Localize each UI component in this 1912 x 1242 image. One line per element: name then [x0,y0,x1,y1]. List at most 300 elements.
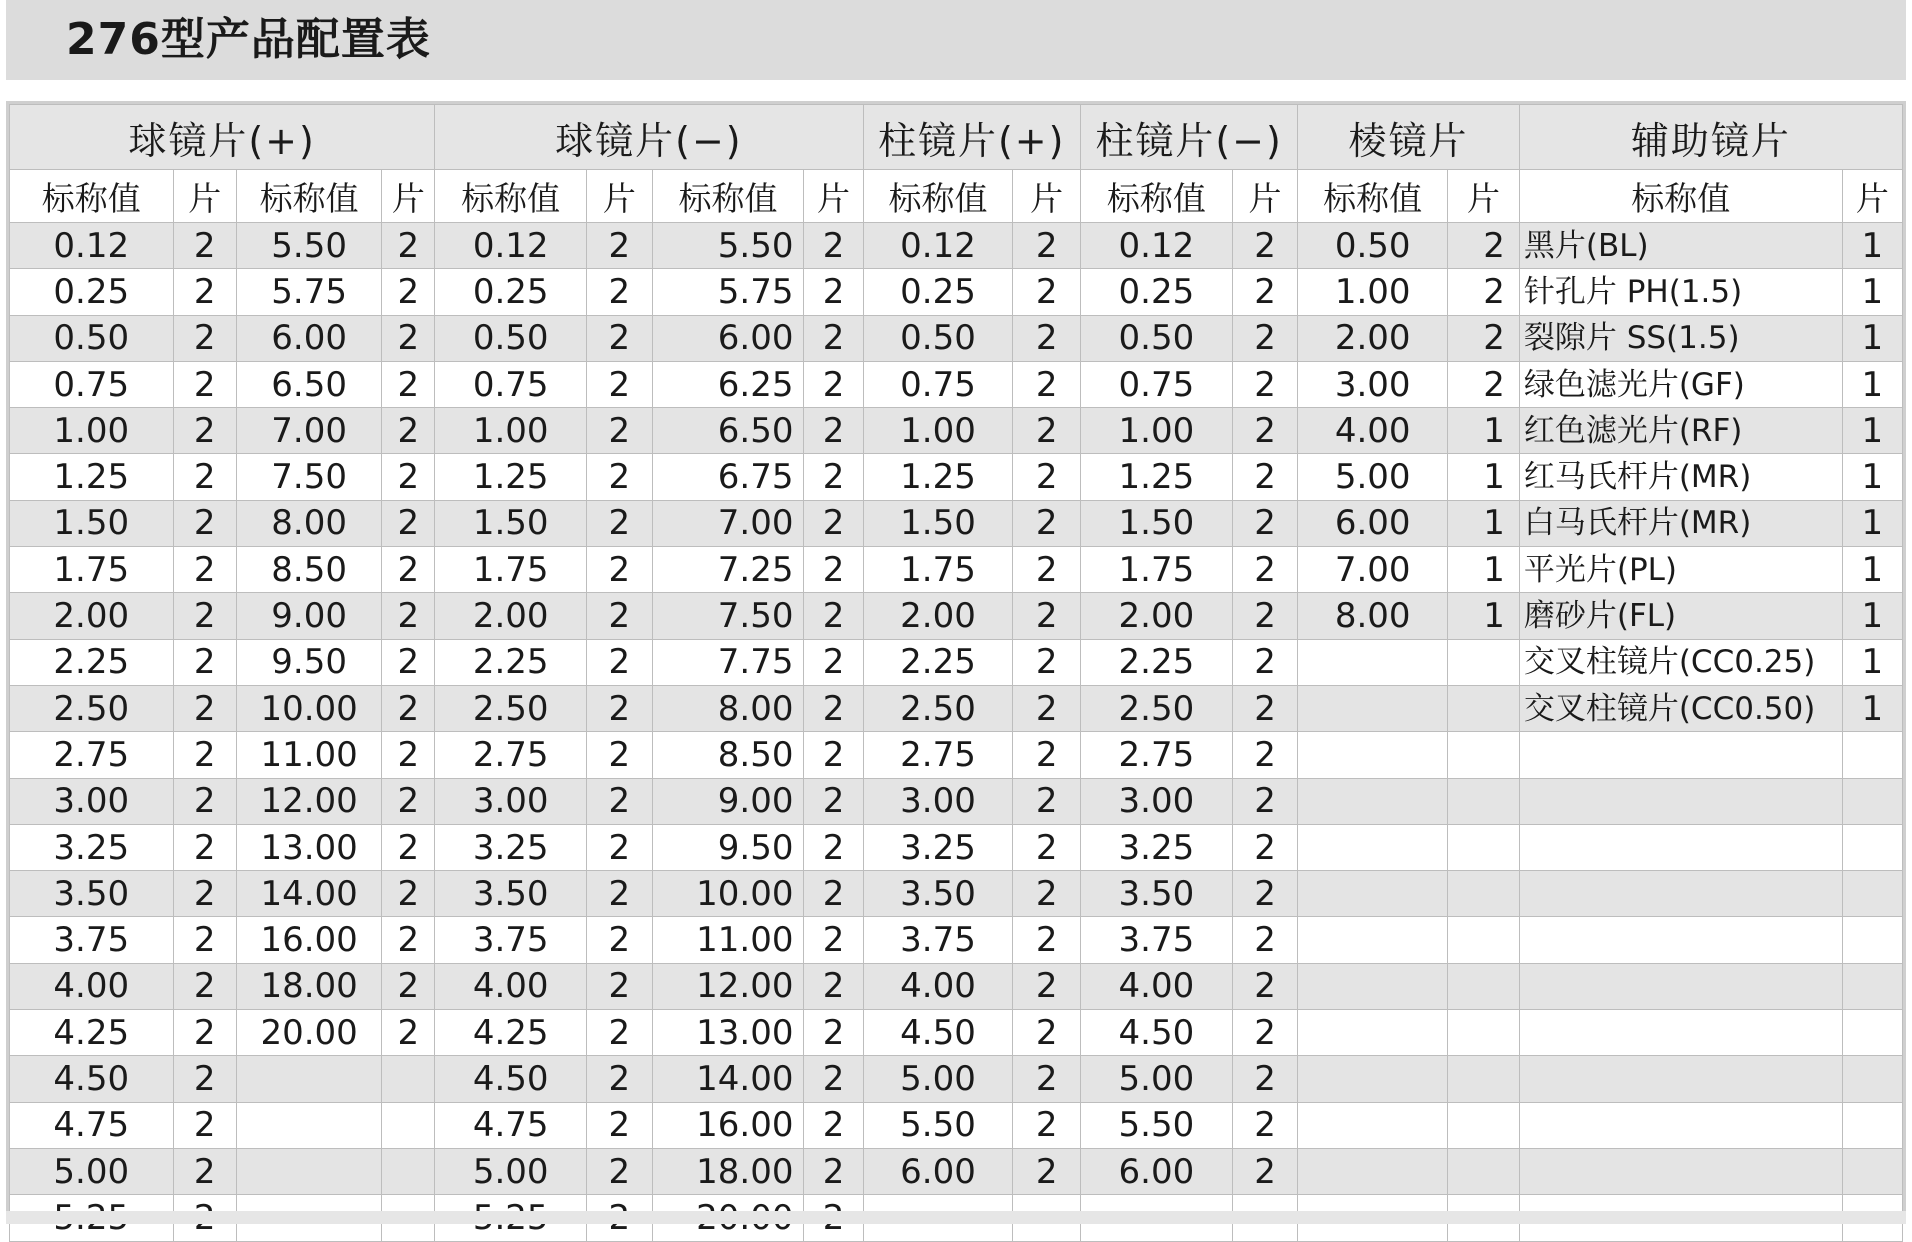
table-cell: 2 [1013,639,1081,685]
table-cell [1448,824,1520,870]
table-row [10,361,1903,407]
column-header-nominal: 标称值 [652,170,804,223]
table-cell [1298,778,1448,824]
table-cell: 6.00 [863,1148,1013,1194]
table-cell [1842,871,1902,917]
table-cell: 2 [1013,1010,1081,1056]
table-cell: 2 [173,361,236,407]
table-cell: 2 [382,1010,435,1056]
table-cell: 1.50 [1080,500,1232,546]
table-cell: 8.50 [652,732,804,778]
table-cell: 2.25 [435,639,587,685]
table-cell: 0.25 [1080,269,1232,315]
table-cell: 1 [1842,500,1902,546]
table-cell: 1 [1842,361,1902,407]
table-cell: 1 [1842,685,1902,731]
table-cell: 2 [1013,778,1081,824]
table-cell: 8.00 [1298,593,1448,639]
table-cell [1298,1148,1448,1194]
table-cell [1448,685,1520,731]
table-cell: 2 [382,361,435,407]
table-cell: 2.00 [10,593,174,639]
config-table [9,104,1903,1242]
table-cell: 2 [173,454,236,500]
table-cell: 2 [1232,223,1297,269]
table-cell: 2.50 [1080,685,1232,731]
table-cell: 2.00 [863,593,1013,639]
table-cell: 2 [804,778,863,824]
table-cell: 0.75 [1080,361,1232,407]
table-row [10,454,1903,500]
table-cell: 2 [587,361,652,407]
table-cell: 4.25 [435,1010,587,1056]
table-cell: 12.00 [236,778,382,824]
table-cell [236,1056,382,1102]
table-cell [1448,1148,1520,1194]
table-cell: 1.25 [10,454,174,500]
table-cell: 3.00 [435,778,587,824]
table-cell [1519,778,1842,824]
table-cell: 4.75 [435,1102,587,1148]
table-cell: 2 [804,871,863,917]
table-cell: 1.50 [10,500,174,546]
table-cell: 1.00 [1080,408,1232,454]
table-cell: 2 [1448,315,1520,361]
table-cell [1448,778,1520,824]
table-cell: 20.00 [236,1010,382,1056]
table-cell: 7.25 [652,547,804,593]
table-cell: 5.00 [1298,454,1448,500]
table-cell: 4.00 [863,963,1013,1009]
table-cell: 2 [804,1010,863,1056]
table-cell [1519,1148,1842,1194]
table-cell: 2 [382,778,435,824]
table-cell: 2 [587,1148,652,1194]
table-cell: 7.00 [236,408,382,454]
table-cell: 14.00 [236,871,382,917]
table-cell: 6.00 [1298,500,1448,546]
table-cell: 5.50 [863,1102,1013,1148]
table-row [10,1056,1903,1102]
table-cell: 9.50 [236,639,382,685]
table-cell: 针孔片 PH(1.5) [1519,269,1842,315]
table-cell: 2 [1232,778,1297,824]
table-cell: 0.25 [863,269,1013,315]
column-header-count: 片 [1842,170,1902,223]
table-row [10,639,1903,685]
table-cell [1842,1148,1902,1194]
table-cell: 6.25 [652,361,804,407]
table-cell: 6.50 [236,361,382,407]
table-cell: 2 [382,500,435,546]
table-cell: 2 [587,1102,652,1148]
table-cell: 16.00 [236,917,382,963]
table-cell: 2 [804,824,863,870]
table-cell: 2 [173,639,236,685]
table-cell: 2 [173,1056,236,1102]
table-cell: 8.00 [652,685,804,731]
table-cell [382,1102,435,1148]
column-header-nominal: 标称值 [1080,170,1232,223]
table-cell: 3.25 [1080,824,1232,870]
table-cell: 2 [382,824,435,870]
table-cell: 3.00 [1298,361,1448,407]
table-cell: 2 [1232,1010,1297,1056]
table-cell: 1 [1842,223,1902,269]
group-header: 柱镜片(−) [1080,105,1297,170]
table-cell [1448,963,1520,1009]
table-cell: 7.00 [652,500,804,546]
table-cell: 5.00 [863,1056,1013,1102]
column-header-count: 片 [1013,170,1081,223]
table-cell: 18.00 [236,963,382,1009]
table-cell: 2 [804,917,863,963]
table-cell: 4.50 [1080,1010,1232,1056]
table-cell: 裂隙片 SS(1.5) [1519,315,1842,361]
column-header-nominal: 标称值 [10,170,174,223]
table-cell: 2 [804,361,863,407]
config-table-wrapper [6,101,1906,1211]
table-row [10,917,1903,963]
table-cell: 2 [804,454,863,500]
table-cell: 2 [382,315,435,361]
table-cell: 0.50 [1080,315,1232,361]
table-cell: 2 [382,269,435,315]
table-cell: 2 [1013,1056,1081,1102]
table-cell: 0.75 [863,361,1013,407]
table-cell: 1 [1842,547,1902,593]
table-cell: 4.00 [1080,963,1232,1009]
table-cell: 2 [587,547,652,593]
table-cell: 2.75 [1080,732,1232,778]
table-cell: 2 [1013,963,1081,1009]
table-cell: 2 [1013,408,1081,454]
table-cell: 4.75 [10,1102,174,1148]
table-cell: 10.00 [652,871,804,917]
table-cell: 1.75 [863,547,1013,593]
table-cell: 2 [587,269,652,315]
table-cell: 红色滤光片(RF) [1519,408,1842,454]
table-row [10,1148,1903,1194]
table-cell: 1 [1842,639,1902,685]
table-cell: 1.75 [10,547,174,593]
table-cell: 2 [1013,824,1081,870]
table-cell: 2 [382,639,435,685]
table-cell: 1 [1448,454,1520,500]
table-cell: 黑片(BL) [1519,223,1842,269]
table-cell: 0.50 [10,315,174,361]
table-cell: 7.00 [1298,547,1448,593]
table-cell [1448,871,1520,917]
table-cell: 4.25 [10,1010,174,1056]
table-cell [1298,1010,1448,1056]
table-cell: 2 [1013,732,1081,778]
table-cell [1448,1010,1520,1056]
table-cell: 2 [1013,315,1081,361]
table-cell: 4.00 [1298,408,1448,454]
table-cell: 1 [1448,593,1520,639]
table-cell: 2 [173,778,236,824]
table-cell: 2 [382,454,435,500]
table-cell [1519,963,1842,1009]
table-cell: 2 [1013,547,1081,593]
table-cell: 2 [804,315,863,361]
table-cell: 2 [173,824,236,870]
table-cell: 2 [587,500,652,546]
table-cell: 2 [1232,1102,1297,1148]
table-cell: 1.00 [10,408,174,454]
table-cell: 1 [1842,593,1902,639]
table-cell: 2.25 [10,639,174,685]
table-cell: 2.50 [10,685,174,731]
column-header-count: 片 [382,170,435,223]
table-cell: 6.00 [652,315,804,361]
table-cell: 7.50 [236,454,382,500]
table-cell [1298,963,1448,1009]
table-cell: 2 [1013,454,1081,500]
table-cell: 2 [1232,963,1297,1009]
table-cell: 9.00 [652,778,804,824]
table-cell: 4.50 [435,1056,587,1102]
column-header-nominal: 标称值 [1519,170,1842,223]
table-cell: 3.25 [435,824,587,870]
table-cell: 6.75 [652,454,804,500]
column-header-nominal: 标称值 [236,170,382,223]
table-cell: 2 [382,871,435,917]
page-title: 276型产品配置表 [66,14,431,65]
table-cell: 2 [804,408,863,454]
table-cell: 16.00 [652,1102,804,1148]
group-header-row [10,105,1903,170]
group-header: 棱镜片 [1298,105,1520,170]
table-cell: 0.75 [10,361,174,407]
table-cell [1519,824,1842,870]
table-cell: 0.12 [863,223,1013,269]
table-cell: 1.75 [1080,547,1232,593]
column-header-count: 片 [1448,170,1520,223]
table-cell: 5.00 [435,1148,587,1194]
table-cell [1298,871,1448,917]
table-cell: 2 [587,315,652,361]
table-cell: 2 [587,454,652,500]
table-cell: 2 [1232,917,1297,963]
table-cell: 2 [587,685,652,731]
table-cell: 3.00 [863,778,1013,824]
table-row [10,500,1903,546]
table-cell [1842,732,1902,778]
table-cell: 2.25 [1080,639,1232,685]
table-cell [382,1056,435,1102]
table-cell: 3.00 [10,778,174,824]
table-cell: 0.50 [863,315,1013,361]
bottom-strip [6,1211,1906,1224]
table-cell: 2.50 [863,685,1013,731]
table-cell: 2 [587,824,652,870]
table-cell: 2 [1232,871,1297,917]
table-cell: 1.75 [435,547,587,593]
table-cell: 2 [1013,917,1081,963]
table-cell: 2 [1448,223,1520,269]
table-cell: 2 [173,1010,236,1056]
table-row [10,732,1903,778]
table-cell: 5.00 [10,1148,174,1194]
table-cell: 0.12 [1080,223,1232,269]
table-cell: 2 [1232,824,1297,870]
table-row [10,408,1903,454]
table-cell: 9.50 [652,824,804,870]
table-cell: 2.00 [435,593,587,639]
table-cell [236,1148,382,1194]
table-cell [1298,917,1448,963]
table-row [10,778,1903,824]
table-cell: 1.00 [863,408,1013,454]
table-cell: 2 [173,593,236,639]
column-header-count: 片 [173,170,236,223]
table-cell [382,1148,435,1194]
table-cell: 2 [173,500,236,546]
table-cell: 5.50 [652,223,804,269]
table-cell [1842,1056,1902,1102]
column-header-count: 片 [1232,170,1297,223]
table-cell: 2 [1232,547,1297,593]
table-cell: 2 [173,315,236,361]
table-cell: 2 [804,639,863,685]
table-cell: 12.00 [652,963,804,1009]
table-row [10,1010,1903,1056]
table-cell [1298,732,1448,778]
table-cell: 1.50 [863,500,1013,546]
table-cell [1448,917,1520,963]
table-cell: 平光片(PL) [1519,547,1842,593]
table-cell [1519,1056,1842,1102]
table-cell: 3.75 [435,917,587,963]
table-cell: 2 [1013,1102,1081,1148]
column-header-count: 片 [804,170,863,223]
table-cell: 4.00 [10,963,174,1009]
table-row [10,1102,1903,1148]
table-row [10,269,1903,315]
table-cell [1298,639,1448,685]
table-row [10,547,1903,593]
table-cell [1519,732,1842,778]
table-cell: 2 [587,1056,652,1102]
table-cell: 3.50 [863,871,1013,917]
table-cell: 2 [1232,732,1297,778]
table-cell: 2 [1232,361,1297,407]
table-cell: 2 [1013,1148,1081,1194]
table-cell: 3.50 [1080,871,1232,917]
table-cell: 2 [587,778,652,824]
table-cell: 2 [382,685,435,731]
table-cell: 2 [1232,639,1297,685]
table-cell: 2 [1448,269,1520,315]
table-cell [236,1102,382,1148]
table-cell: 红马氏杆片(MR) [1519,454,1842,500]
table-cell: 4.50 [863,1010,1013,1056]
column-header-nominal: 标称值 [435,170,587,223]
table-cell: 2 [173,963,236,1009]
table-cell: 2 [382,408,435,454]
table-cell [1842,824,1902,870]
table-row [10,824,1903,870]
table-cell: 2 [804,1102,863,1148]
table-cell: 2 [173,732,236,778]
table-cell: 2 [173,685,236,731]
table-cell: 2 [1232,593,1297,639]
table-cell [1298,1056,1448,1102]
table-cell: 1 [1842,269,1902,315]
table-cell: 6.00 [1080,1148,1232,1194]
table-cell [1519,1102,1842,1148]
table-cell [1448,639,1520,685]
table-cell: 2 [382,732,435,778]
table-cell: 2.75 [863,732,1013,778]
table-cell [1842,778,1902,824]
table-cell: 2 [804,685,863,731]
table-cell: 11.00 [652,917,804,963]
table-cell: 2 [1013,223,1081,269]
table-cell: 1 [1842,454,1902,500]
table-cell: 3.25 [863,824,1013,870]
table-cell: 2 [173,547,236,593]
table-cell: 2.75 [10,732,174,778]
table-cell [1448,732,1520,778]
table-cell: 0.25 [435,269,587,315]
table-row [10,685,1903,731]
table-cell: 2 [382,963,435,1009]
table-cell: 2 [1232,315,1297,361]
column-header-count: 片 [587,170,652,223]
table-cell: 2 [804,1148,863,1194]
table-cell: 2 [804,963,863,1009]
sub-header-row [10,170,1903,223]
table-cell: 2 [173,917,236,963]
table-cell: 2 [804,269,863,315]
group-header: 辅助镜片 [1519,105,1902,170]
table-cell: 2.75 [435,732,587,778]
table-cell: 2 [382,593,435,639]
title-bar [6,0,1906,80]
table-cell: 2 [587,963,652,1009]
table-cell: 3.50 [435,871,587,917]
table-cell [1298,1102,1448,1148]
table-cell [1448,1056,1520,1102]
table-cell: 13.00 [652,1010,804,1056]
table-cell: 2 [1232,1148,1297,1194]
table-cell: 2 [1013,685,1081,731]
table-cell [1519,871,1842,917]
table-cell: 2 [173,1102,236,1148]
table-cell: 2 [1013,593,1081,639]
table-cell: 0.75 [435,361,587,407]
table-cell [1842,1010,1902,1056]
table-cell: 13.00 [236,824,382,870]
table-cell: 2 [382,917,435,963]
group-header: 球镜片(+) [10,105,435,170]
table-cell: 2.00 [1298,315,1448,361]
table-cell: 3.00 [1080,778,1232,824]
table-cell: 2 [587,639,652,685]
group-header: 柱镜片(+) [863,105,1080,170]
table-cell: 0.50 [435,315,587,361]
table-row [10,871,1903,917]
table-cell: 2 [1232,269,1297,315]
table-cell: 1.25 [863,454,1013,500]
table-cell: 2.25 [863,639,1013,685]
table-cell: 2 [1448,361,1520,407]
table-cell [1842,1102,1902,1148]
table-cell: 2 [1013,361,1081,407]
